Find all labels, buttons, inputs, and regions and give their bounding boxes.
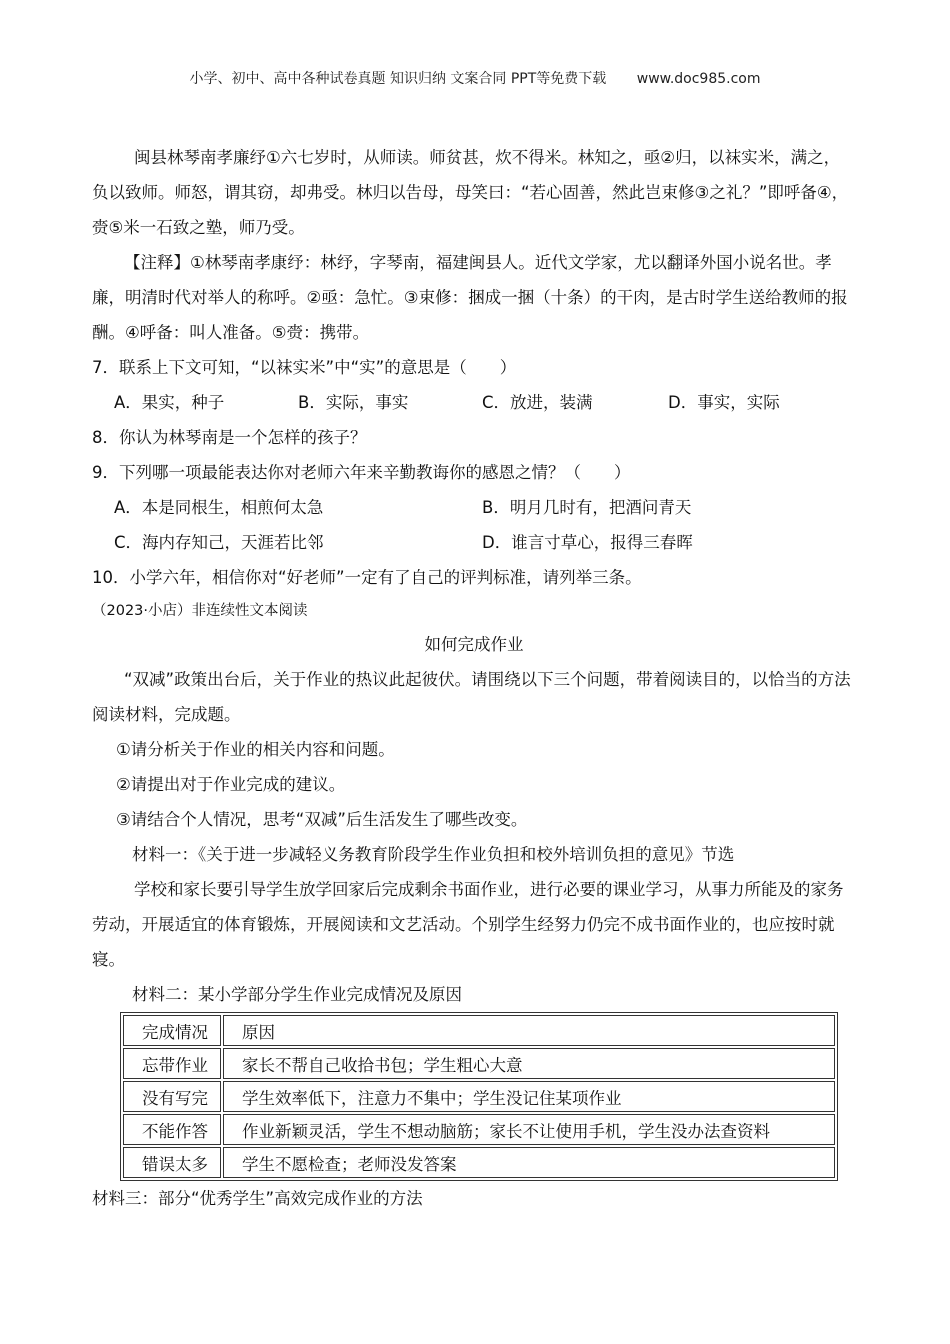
question-7-options: [92, 385, 856, 420]
table-row: [123, 1114, 835, 1145]
header-site-link[interactable]: www.doc985.com: [636, 71, 761, 87]
option: D．事实，实际: [668, 393, 780, 412]
question-9-options-row1: [92, 490, 856, 525]
table-cell: 错误太多: [123, 1147, 221, 1178]
table-row: [123, 1147, 835, 1178]
document-body: [92, 140, 856, 1216]
option: C．海内存知己，天涯若比邻: [114, 533, 324, 552]
table-cell: 家长不帮自己收拾书包；学生粗心大意: [223, 1048, 835, 1079]
section-source: （2023·小店）非连续性文本阅读: [92, 603, 308, 619]
option: D．谁言寸草心，报得三春晖: [482, 533, 693, 552]
table-cell: 忘带作业: [123, 1048, 221, 1079]
table-header-row: [123, 1015, 835, 1046]
question-7: 7．联系上下文可知，“以袜实米”中“实”的意思是（ ）: [92, 358, 517, 377]
table-cell: 学生效率低下，注意力不集中；学生没记住某项作业: [223, 1081, 835, 1112]
section-title: 如何完成作业: [424, 635, 524, 654]
table-row: [123, 1048, 835, 1079]
passage-note: 【注释】①林琴南孝康纾：林纾，字琴南，福建闽县人。近代文学家，尤以翻译外国小说名世。孝廉，明清时代对举人的称呼。②亟：急忙。③束修：捆成一捆（十条）的干肉，是古时学生送给教师的报酬。④呼备：叫人准备。⑤赍：携带。: [92, 253, 848, 342]
material1-title: 材料一：《关于进一步减轻义务教育阶段学生作业负担和校外培训负担的意见》节选: [132, 845, 735, 864]
passage-text: 闽县林琴南孝廉纾①六七岁时，从师读。师贫甚，炊不得米。林知之，亟②归，以袜实米，满之，负以致师。师怒，谓其窃，却弗受。林归以告母，母笑曰：“若心固善，然此岂束修③之礼？”即呼备④，赍⑤米一石致之塾，师乃受。: [92, 148, 849, 237]
question-8: 8．你认为林琴南是一个怎样的孩子？: [92, 428, 367, 447]
table-header-cell: 完成情况: [123, 1015, 221, 1046]
option: B．明月几时有，把酒问青天: [482, 498, 692, 517]
page-header: [0, 68, 950, 88]
option: A．本是同根生，相煎何太急: [114, 498, 324, 517]
question-9: 9．下列哪一项最能表达你对老师六年来辛勤教诲你的感恩之情？（ ）: [92, 463, 631, 482]
material3-title: 材料三：部分“优秀学生”高效完成作业的方法: [92, 1189, 423, 1208]
table-cell: 学生不愿检查；老师没发答案: [223, 1147, 835, 1178]
table-cell: 不能作答: [123, 1114, 221, 1145]
material1-text: 学校和家长要引导学生放学回家后完成剩余书面作业，进行必要的课业学习，从事力所能及的家务劳动，开展适宜的体育锻炼，开展阅读和文艺活动。个别学生经努力仍完不成书面作业的，也应按时就寝。: [92, 880, 844, 969]
question-9-options-row2: [92, 525, 856, 560]
option: B．实际，事实: [298, 393, 409, 412]
table-cell: 没有写完: [123, 1081, 221, 1112]
homework-table: [120, 1012, 838, 1181]
option: A．果实，种子: [114, 393, 225, 412]
table-header-cell: 原因: [223, 1015, 835, 1046]
task-item: ②请提出对于作业完成的建议。: [116, 775, 346, 794]
section-intro: “双减”政策出台后，关于作业的热议此起彼伏。请围绕以下三个问题，带着阅读目的，以恰当的方法阅读材料，完成题。: [92, 670, 851, 724]
header-text: 小学、初中、高中各种试卷真题 知识归纳 文案合同 PPT等免费下载: [189, 71, 607, 87]
table-row: [123, 1081, 835, 1112]
task-item: ①请分析关于作业的相关内容和问题。: [116, 740, 395, 759]
option: C．放进，装满: [482, 393, 593, 412]
table-cell: 作业新颖灵活，学生不想动脑筋；家长不让使用手机，学生没办法查资料: [223, 1114, 835, 1145]
task-item: ③请结合个人情况，思考“双减”后生活发生了哪些改变。: [116, 810, 528, 829]
question-10: 10．小学六年，相信你对“好老师”一定有了自己的评判标准，请列举三条。: [92, 568, 642, 587]
material2-title: 材料二：某小学部分学生作业完成情况及原因: [132, 985, 462, 1004]
